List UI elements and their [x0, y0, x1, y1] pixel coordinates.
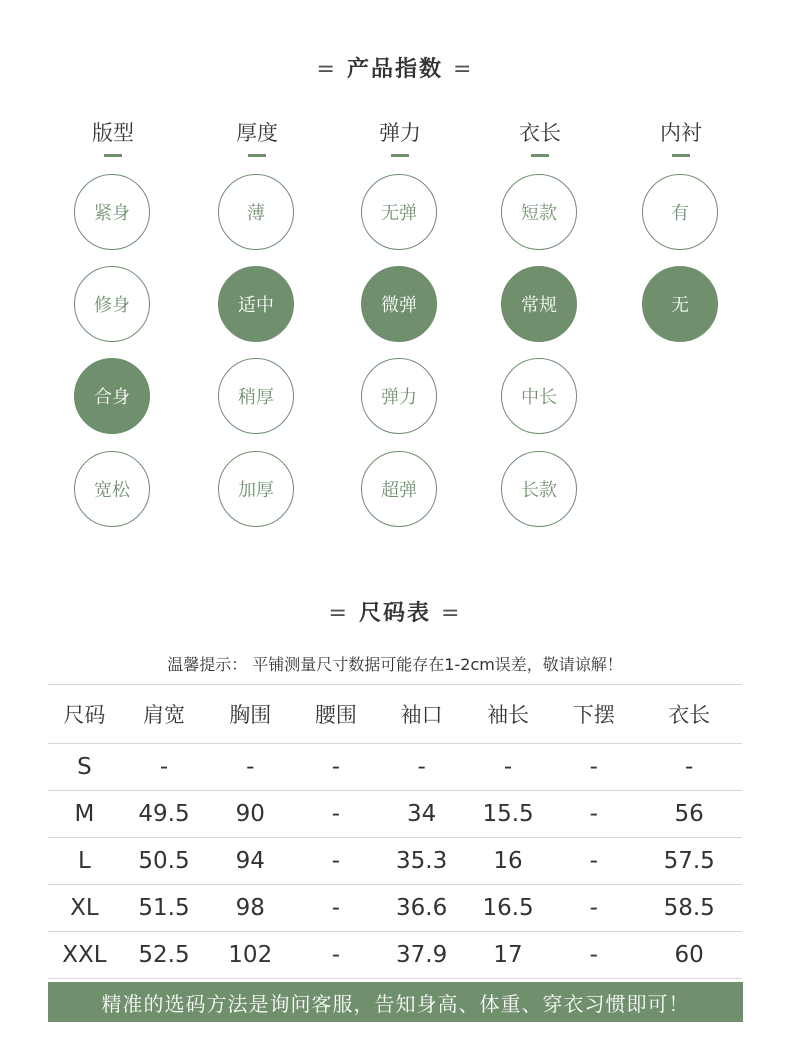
index-option: 短款 [501, 174, 577, 250]
table-row [48, 885, 742, 932]
title-equals-right: = [441, 601, 462, 626]
index-option-selected: 微弹 [361, 266, 437, 342]
size-value-cell: - [465, 744, 551, 791]
index-option: 中长 [501, 358, 577, 434]
index-column-heading: 弹力 [379, 121, 421, 145]
index-column [68, 118, 158, 501]
size-value-cell: 16.5 [465, 885, 551, 932]
size-value-cell: - [293, 744, 378, 791]
size-value-cell: - [121, 744, 207, 791]
size-label-cell: XL [48, 885, 121, 932]
size-value-cell: - [293, 791, 378, 838]
size-value-cell: 17 [465, 932, 551, 979]
index-option: 修身 [74, 266, 150, 342]
size-value-cell: - [551, 838, 636, 885]
index-option: 有 [642, 174, 718, 250]
size-table [48, 684, 742, 979]
size-value-cell: 98 [207, 885, 293, 932]
size-value-cell: - [207, 744, 293, 791]
index-option: 超弹 [361, 451, 437, 527]
title-equals-left: = [316, 57, 337, 82]
size-table-header-cell: 腰围 [293, 685, 378, 744]
size-value-cell: 90 [207, 791, 293, 838]
size-value-cell: - [636, 744, 742, 791]
table-row [48, 744, 742, 791]
size-label-cell: L [48, 838, 121, 885]
index-option: 无弹 [361, 174, 437, 250]
index-option-selected: 适中 [218, 266, 294, 342]
size-value-cell: 49.5 [121, 791, 207, 838]
index-column [212, 118, 302, 501]
size-value-cell: - [378, 744, 464, 791]
index-column [495, 118, 585, 501]
size-value-cell: 37.9 [378, 932, 464, 979]
size-value-cell: 50.5 [121, 838, 207, 885]
index-option: 加厚 [218, 451, 294, 527]
size-value-cell: 102 [207, 932, 293, 979]
size-table-header-cell: 肩宽 [121, 685, 207, 744]
size-label-cell: M [48, 791, 121, 838]
index-option: 长款 [501, 451, 577, 527]
index-column-heading: 版型 [92, 121, 134, 145]
heading-underline [104, 154, 122, 157]
heading-underline [248, 154, 266, 157]
size-value-cell: 58.5 [636, 885, 742, 932]
size-table-body [48, 744, 742, 979]
size-value-cell: 60 [636, 932, 742, 979]
size-value-cell: 15.5 [465, 791, 551, 838]
index-option-selected: 无 [642, 266, 718, 342]
heading-underline [672, 154, 690, 157]
size-value-cell: 52.5 [121, 932, 207, 979]
size-value-cell: - [551, 791, 636, 838]
index-option: 稍厚 [218, 358, 294, 434]
index-option-selected: 常规 [501, 266, 577, 342]
size-value-cell: 34 [378, 791, 464, 838]
size-table-header-cell: 衣长 [636, 685, 742, 744]
size-label-cell: XXL [48, 932, 121, 979]
heading-underline [531, 154, 549, 157]
table-row [48, 932, 742, 979]
size-chart-title [0, 596, 790, 627]
footer-banner: 精准的选码方法是询问客服，告知身高、体重、穿衣习惯即可！ [48, 982, 743, 1022]
size-value-cell: - [551, 885, 636, 932]
size-value-cell: - [293, 885, 378, 932]
size-table-header-cell: 下摆 [551, 685, 636, 744]
index-option: 紧身 [74, 174, 150, 250]
table-row [48, 838, 742, 885]
size-value-cell: 56 [636, 791, 742, 838]
heading-underline [391, 154, 409, 157]
table-row [48, 791, 742, 838]
size-value-cell: - [551, 744, 636, 791]
title-equals-left: = [328, 601, 349, 626]
index-option: 宽松 [74, 451, 150, 527]
index-column-heading: 内衬 [660, 121, 702, 145]
title-equals-right: = [453, 57, 474, 82]
size-value-cell: 36.6 [378, 885, 464, 932]
index-column-heading: 厚度 [236, 121, 278, 145]
index-column [636, 118, 726, 316]
index-option: 弹力 [361, 358, 437, 434]
size-label-cell: S [48, 744, 121, 791]
size-chart-title-text: 尺码表 [358, 601, 431, 626]
size-value-cell: - [293, 932, 378, 979]
size-table-header-cell: 尺码 [48, 685, 121, 744]
index-option: 薄 [218, 174, 294, 250]
size-tip: 温馨提示： 平铺测量尺寸数据可能存在1-2cm误差，敬请谅解！ [167, 655, 623, 674]
size-value-cell: - [551, 932, 636, 979]
size-value-cell: 16 [465, 838, 551, 885]
size-value-cell: 51.5 [121, 885, 207, 932]
size-table-header-row [48, 685, 742, 744]
product-index-title [0, 52, 790, 83]
index-column [355, 118, 445, 501]
index-column-heading: 衣长 [519, 121, 561, 145]
product-index-title-text: 产品指数 [346, 57, 443, 82]
size-table-header-cell: 袖长 [465, 685, 551, 744]
size-table-header-cell: 袖口 [378, 685, 464, 744]
index-option-selected: 合身 [74, 358, 150, 434]
size-value-cell: - [293, 838, 378, 885]
size-value-cell: 35.3 [378, 838, 464, 885]
size-value-cell: 94 [207, 838, 293, 885]
size-value-cell: 57.5 [636, 838, 742, 885]
size-table-header-cell: 胸围 [207, 685, 293, 744]
